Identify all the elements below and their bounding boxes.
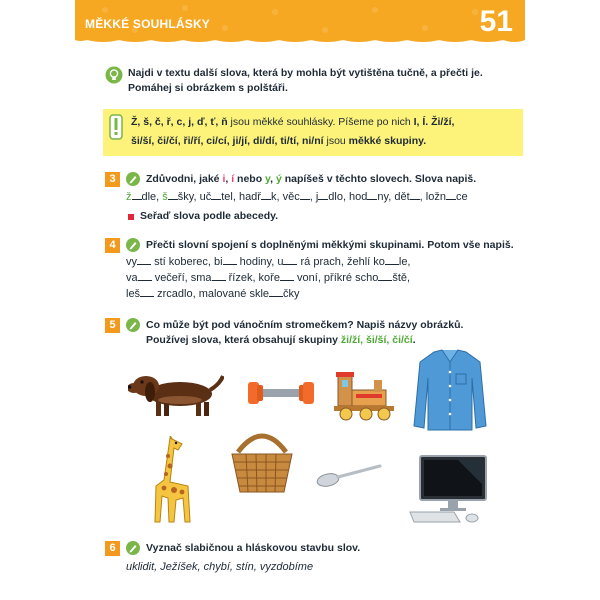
task-5-line-1: Co může být pod vánočním stromečkem? Napiš názvy obrázků.	[146, 319, 464, 331]
phrase-part: řízek, koře	[228, 272, 280, 284]
computer-picture	[408, 454, 490, 526]
phrase-part: rá prach, žehlí ko	[300, 256, 385, 268]
letter-y-long: ý	[275, 173, 282, 185]
task-3-instruction	[146, 172, 526, 187]
word-part: , j	[309, 191, 319, 203]
task-4-line-3	[126, 286, 526, 302]
phrase-part: leš	[126, 288, 141, 300]
task-6-number: 6	[105, 541, 120, 556]
task-3-sub-instruction: Seřaď slova podle abecedy.	[140, 210, 279, 222]
word-part: ny, dět	[377, 191, 410, 203]
basket-picture	[228, 426, 296, 496]
word-part: dlo, hod	[328, 191, 368, 203]
rule-term: měkké skupiny	[348, 135, 424, 147]
phrase-part: va	[126, 272, 138, 284]
page-header	[75, 0, 525, 44]
word-part: šky, uč	[177, 191, 212, 203]
pencil-icon	[126, 172, 140, 186]
phrase-part: zrcadlo, malované skle	[157, 288, 270, 300]
task-5-number: 5	[105, 318, 120, 333]
exclamation-icon	[109, 114, 123, 140]
word-prefix: ž	[126, 191, 132, 203]
phrase-part: hodiny, u	[239, 256, 284, 268]
word-part: tel, hadř	[221, 191, 261, 203]
toy-train-picture	[334, 370, 398, 422]
task-5-instruction	[146, 318, 536, 348]
bullet-square	[128, 214, 134, 220]
rule-text-3: jsou	[323, 135, 349, 147]
rule-text	[131, 113, 521, 151]
task-3-comma: ,	[225, 173, 232, 185]
word-part: ce	[455, 191, 468, 203]
task-6-words: uklidit, Ježíšek, chybí, stín, vyzdobíme	[126, 561, 314, 573]
task-5-groups: ži/ží, ši/ší, či/čí	[340, 334, 413, 346]
task-4-line-2	[126, 270, 526, 286]
letter-i: i	[222, 173, 226, 185]
word-part: , ložn	[419, 191, 446, 203]
rule-text-1: jsou měkké souhlásky. Píšeme po nich	[227, 116, 414, 128]
phrase-part: stí koberec, bi	[154, 256, 223, 268]
rule-box	[103, 109, 523, 156]
section-title: MĚKKÉ SOUHLÁSKY	[85, 17, 211, 31]
task-5-end: .	[412, 334, 416, 346]
intro-line-1: Najdi v textu další slova, která by mohla být vytištěna tučně, a přečti je.	[128, 67, 483, 79]
pencil-icon	[126, 541, 140, 555]
page-number: 51	[479, 5, 513, 38]
task-3-nebo: nebo	[234, 173, 266, 185]
word-part: k, věc	[270, 191, 300, 203]
spoon-picture	[316, 462, 382, 490]
phrase-part: le,	[398, 256, 411, 268]
soft-consonants: Ž, š, č, ř, c, j, ď, ť, ň	[131, 116, 228, 128]
rule-text-2: . Ži/ží,	[425, 116, 455, 128]
task-5-line-2: Používej slova, která obsahují skupiny	[146, 334, 341, 346]
task-3-words	[126, 189, 526, 205]
dachshund-picture	[128, 364, 224, 422]
phrase-part: vy	[126, 256, 137, 268]
word-prefix: š	[162, 191, 168, 203]
letter-i-long: í	[231, 173, 235, 185]
task-3-text-a: Zdůvodni, jaké	[146, 173, 223, 185]
pencil-icon	[126, 318, 140, 332]
task-4-line-1	[126, 254, 526, 270]
task-3-number: 3	[105, 172, 120, 187]
task-6-instruction: Vyznač slabičnou a hláskovou stavbu slov.	[146, 542, 361, 554]
task-3-text-b: napíšeš v těchto slovech. Slova napiš.	[281, 173, 477, 185]
rule-text-4: .	[423, 135, 427, 147]
shirt-picture	[412, 348, 488, 432]
giraffe-picture	[148, 436, 194, 526]
intro-instruction	[128, 66, 528, 96]
rule-i-letters: I, Í	[413, 116, 426, 128]
phrase-part: ště,	[392, 272, 411, 284]
phrase-part: čky	[283, 288, 300, 300]
dumbbell-picture	[246, 376, 316, 410]
phrase-part: večeří, sma	[154, 272, 212, 284]
intro-line-2: Pomáhej si obrázkem s polštáři.	[128, 82, 288, 94]
task-4-instruction: Přečti slovní spojení s doplněnými měkkými skupinami. Potom vše napiš.	[146, 239, 514, 251]
pencil-icon	[126, 238, 140, 252]
lightbulb-icon	[105, 66, 123, 84]
word-part: dle,	[141, 191, 163, 203]
task-4-number: 4	[105, 238, 120, 253]
phrase-part: voní, příkré scho	[297, 272, 379, 284]
letter-y: y	[265, 173, 271, 185]
task-3-comma-2: ,	[270, 173, 276, 185]
soft-groups: ši/ší, či/čí, ři/ří, ci/cí, ji/jí, di/dí, ti/tí, ni/ní	[131, 135, 324, 147]
